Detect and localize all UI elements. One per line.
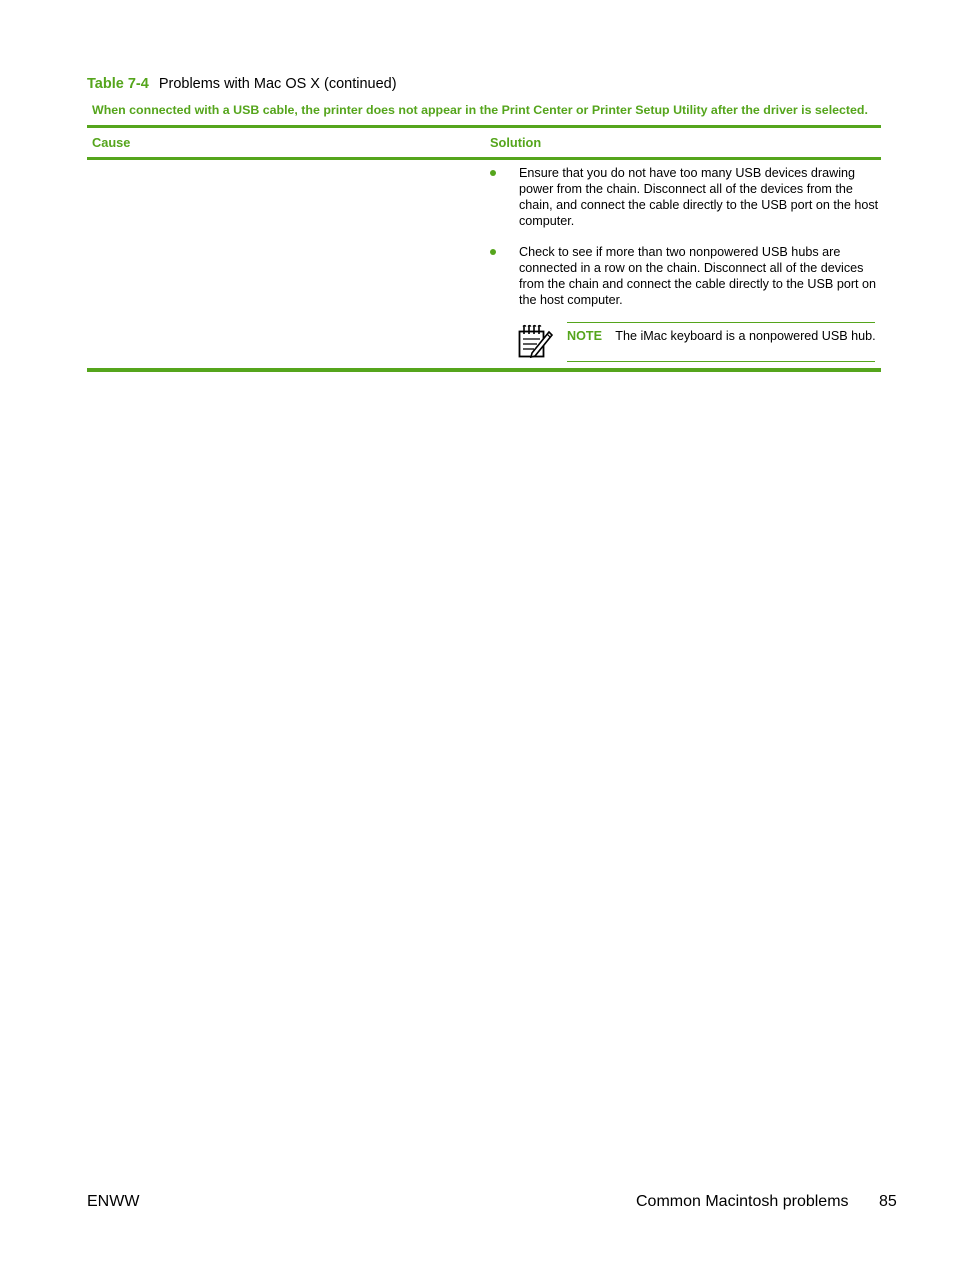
bullet-icon — [490, 170, 496, 176]
table-top-rule — [87, 125, 881, 128]
note — [567, 329, 876, 343]
footer-document-id: ENWW — [87, 1193, 140, 1210]
table-bottom-rule — [87, 368, 881, 372]
table-problem-heading: When connected with a USB cable, the printer does not appear in the Print Center or Printer Setup Utility after the driver is selected. — [92, 103, 868, 117]
column-header-solution: Solution — [490, 135, 542, 150]
note-top-rule — [567, 322, 875, 323]
table-header-rule — [87, 157, 881, 160]
column-header-cause: Cause — [92, 135, 131, 150]
table-caption — [87, 76, 397, 92]
notepad-pencil-icon — [516, 323, 554, 359]
note-text: The iMac keyboard is a nonpowered USB hub. — [615, 329, 876, 343]
note-label: NOTE — [567, 329, 602, 343]
footer-page-number: 85 — [879, 1193, 897, 1210]
table-id: Table 7-4 — [87, 76, 149, 92]
solution-bullet-text: Check to see if more than two nonpowered USB hubs are connected in a row on the chain. Disconnect all of the devices from the chain and connect the cable directly to the USB port on the host computer. — [519, 245, 877, 307]
bullet-icon — [490, 249, 496, 255]
note-bottom-rule — [567, 361, 875, 362]
table-title: Problems with Mac OS X (continued) — [158, 76, 397, 92]
footer-section-title: Common Macintosh problems — [636, 1193, 849, 1210]
solution-bullet-text: Ensure that you do not have too many USB devices drawing power from the chain. Disconnect all of the devices from the chain, and connect the cable directly to the USB port on the host computer. — [519, 166, 879, 228]
